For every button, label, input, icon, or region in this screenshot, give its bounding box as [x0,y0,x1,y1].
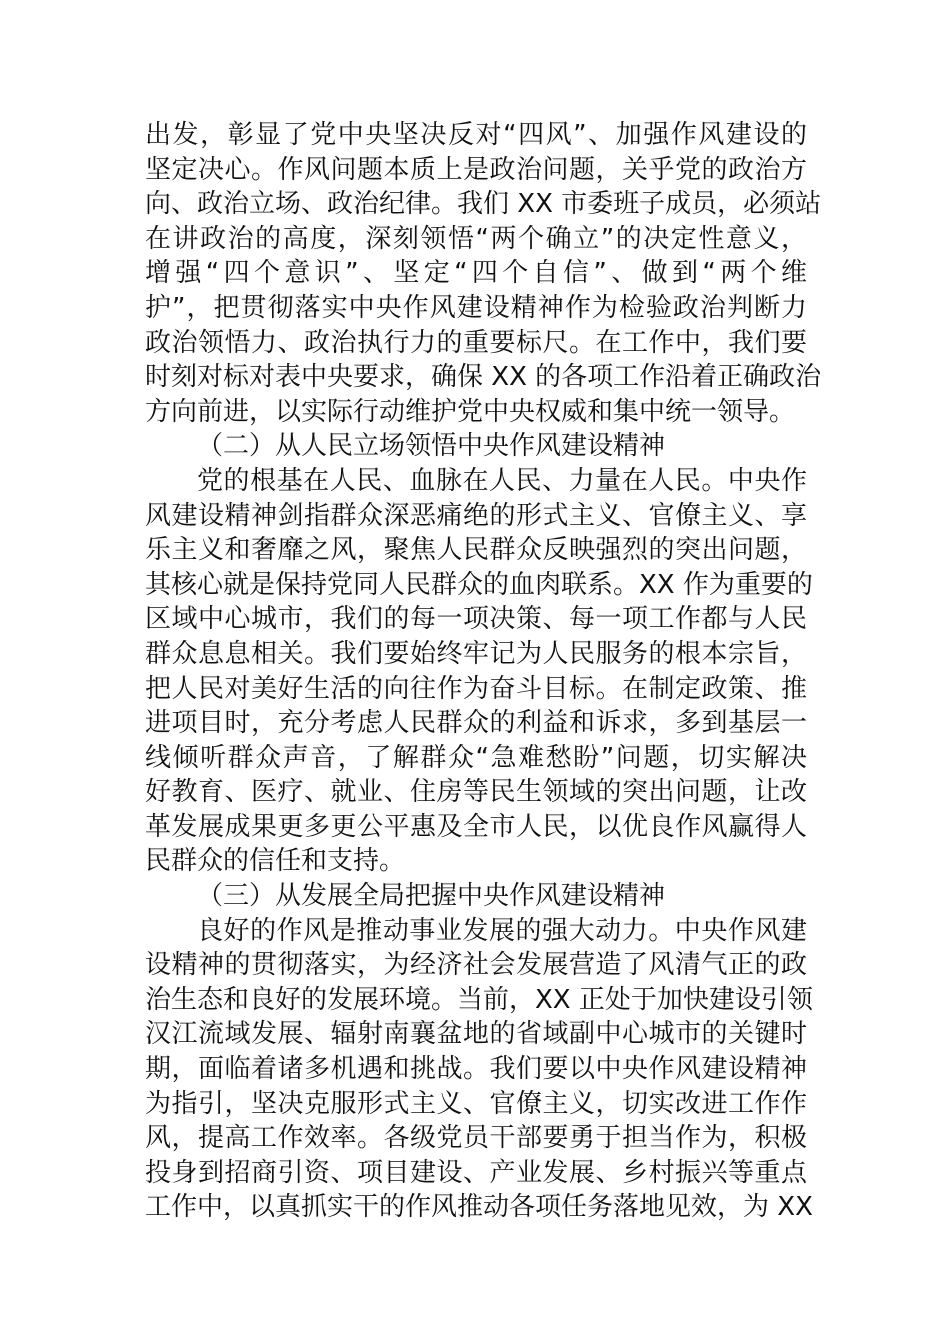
text-line: 党的根基在人民、血脉在人民、力量在人民。中央作 [197,465,807,496]
text-line: 乐主义和奢靡之风，聚焦人民群众反映强烈的突出问题， [145,535,807,566]
text-line: 设精神的贯彻落实，为经济社会发展营造了风清气正的政 [145,950,807,981]
paragraph-section-3 [145,914,813,1225]
text-line: 民群众的信任和支持。 [145,846,406,877]
text-line: 在讲政治的高度，深刻领悟“两个确立”的决定性意义， [145,223,807,254]
paragraph-section-1 [145,118,822,429]
text-line: 把人民对美好生活的向往作为奋斗目标。在制定政策、推 [145,673,807,704]
text-line: 为指引，坚决克服形式主义、官僚主义，切实改进工作作 [145,1088,807,1119]
document-body [145,118,822,1225]
text-line: 线倾听群众声音，了解群众“急难愁盼”问题，切实解决 [145,742,807,773]
text-line: 坚定决心。作风问题本质上是政治问题，关乎党的政治方 [145,154,807,185]
paragraph-section-2 [145,464,813,879]
section-heading-2: （二）从人民立场领悟中央作风建设精神 [197,431,666,462]
text-line: 风，提高工作效率。各级党员干部要勇于担当作为，积极 [145,1123,807,1154]
text-line: 区域中心城市，我们的每一项决策、每一项工作都与人民 [145,604,807,635]
text-line: 良好的作风是推动事业发展的强大动力。中央作风建 [197,915,807,946]
text-line: 方向前进，以实际行动维护党中央权威和集中统一领导。 [145,396,796,427]
text-line: 群众息息相关。我们要始终牢记为人民服务的根本宗旨， [145,638,807,669]
text-line: 革发展成果更多更公平惠及全市人民，以优良作风赢得人 [145,811,807,842]
text-line: 政治领悟力、政治执行力的重要标尺。在工作中，我们要 [145,327,807,358]
text-line: 增强“四个意识”、坚定“四个自信”、做到“两个维 [145,258,807,289]
text-line: 工作中，以真抓实干的作风推动各项任务落地见效，为 XX [145,1192,813,1223]
text-line: 护”，把贯彻落实中央作风建设精神作为检验政治判断力 [145,292,807,323]
text-line: 投身到招商引资、项目建设、产业发展、乡村振兴等重点 [145,1157,807,1188]
text-line: 进项目时，充分考虑人民群众的利益和诉求，多到基层一 [145,708,807,739]
text-line: 治生态和良好的发展环境。当前，XX 正处于加快建设引领 [145,984,813,1015]
text-line: 其核心就是保持党同人民群众的血肉联系。XX 作为重要的 [145,569,813,600]
text-line: 出发，彰显了党中央坚决反对“四风”、加强作风建设的 [145,120,807,150]
section-heading-3: （三）从发展全局把握中央作风建设精神 [197,881,666,912]
text-line: 好教育、医疗、就业、住房等民生领域的突出问题，让改 [145,777,807,808]
text-line: 时刻对标对表中央要求，确保 XX 的各项工作沿着正确政治 [145,362,822,393]
text-line: 期，面临着诸多机遇和挑战。我们要以中央作风建设精神 [145,1054,807,1085]
text-line: 风建设精神剑指群众深恶痛绝的形式主义、官僚主义、享 [145,500,807,531]
text-line: 向、政治立场、政治纪律。我们 XX 市委班子成员，必须站 [145,189,822,220]
text-line: 汉江流域发展、辐射南襄盆地的省域副中心城市的关键时 [145,1019,807,1050]
